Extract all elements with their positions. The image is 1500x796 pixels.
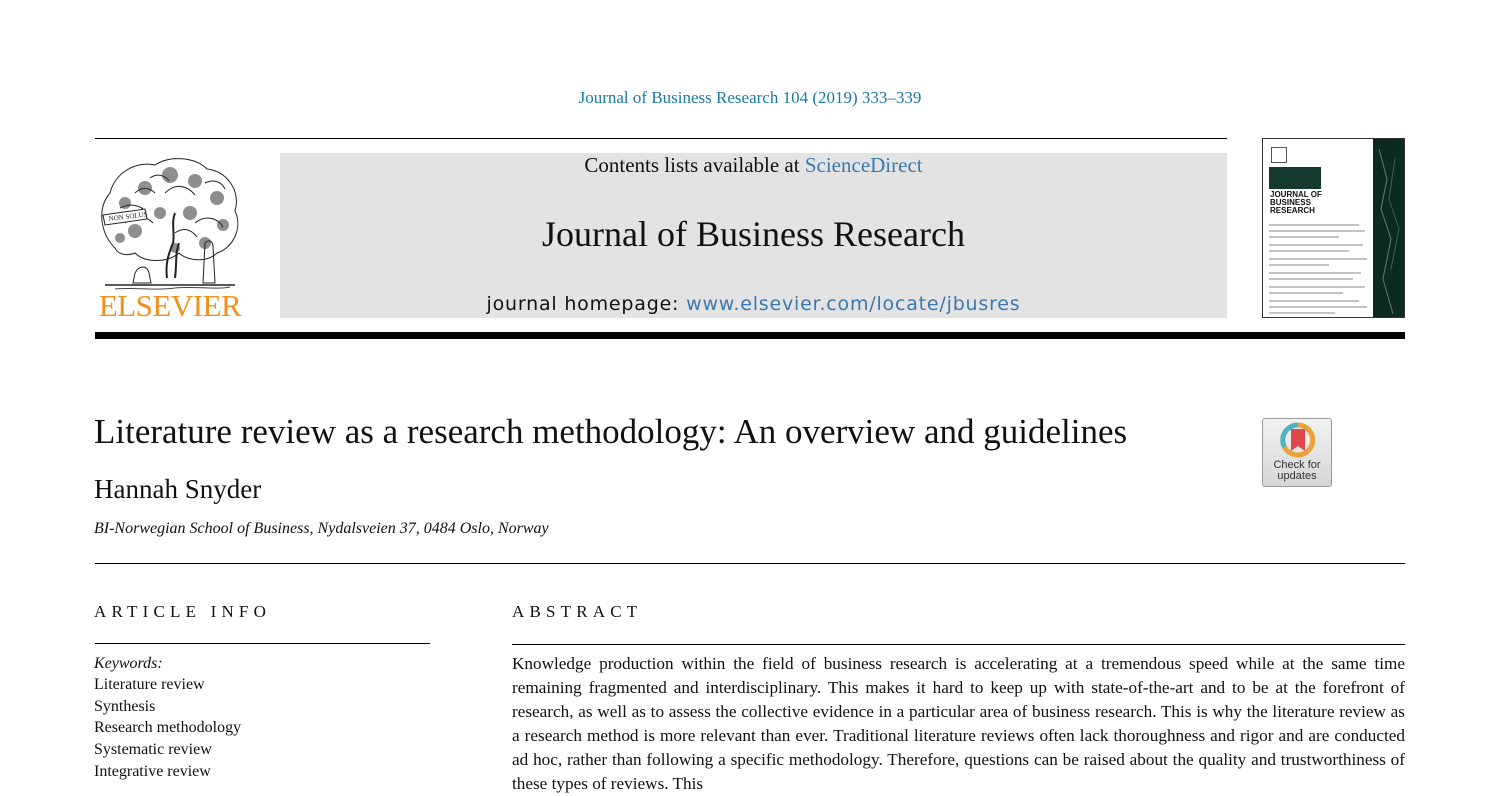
homepage-prefix: journal homepage: xyxy=(486,293,687,315)
author-name[interactable]: Hannah Snyder xyxy=(94,474,262,504)
keyword-item: Integrative review xyxy=(94,762,211,780)
cover-title-line: JOURNAL OF xyxy=(1270,190,1322,199)
cover-texture-icon xyxy=(1373,139,1404,318)
cover-logo-mark xyxy=(1271,147,1287,163)
keyword-item: Systematic review xyxy=(94,741,212,759)
abstract-text: Knowledge production within the field of business research is accelerating at a tremendous speed while at the same time remaining fragmented and interdisciplinary. This makes it hard to keep up with state-of-the-art and to be at the forefront of research, as well as to assess the collective evidence in a particular area of business research. This is why the literature review as a research method is more relevant than ever. Traditional literature reviews often lack thoroughness and rigor and are conducted ad hoc, rather than following a specific methodology. Therefore, questions can be raised about the quality and trustworthiness of these types of reviews. This xyxy=(512,654,1405,793)
article-info-heading: ARTICLE INFO xyxy=(94,602,272,621)
journal-banner xyxy=(280,153,1227,318)
bookmark-ribbon-icon xyxy=(1278,421,1318,461)
elsevier-logo xyxy=(95,153,245,321)
cover-title-line: RESEARCH xyxy=(1270,206,1315,215)
sciencedirect-link[interactable]: ScienceDirect xyxy=(804,153,923,177)
cover-title-line: BUSINESS xyxy=(1270,198,1311,207)
journal-title: Journal of Business Research xyxy=(542,214,965,254)
article-info-rule xyxy=(95,643,430,644)
cover-contents-lines xyxy=(1269,221,1373,318)
journal-cover-thumbnail[interactable] xyxy=(1262,138,1405,318)
check-for-updates-badge[interactable] xyxy=(1262,418,1332,487)
abstract-rule xyxy=(512,644,1405,645)
elsevier-wordmark: ELSEVIER xyxy=(98,288,242,323)
contents-prefix: Contents lists available at xyxy=(584,153,805,177)
section-rule xyxy=(95,563,1405,564)
keyword-item: Literature review xyxy=(94,676,205,693)
check-for-updates-label: Check for updates xyxy=(1273,459,1321,482)
keyword-item: Research methodology xyxy=(94,719,242,737)
keywords-list xyxy=(94,674,241,783)
keyword-item: Synthesis xyxy=(94,697,156,715)
cover-photo xyxy=(1269,167,1321,189)
homepage-line xyxy=(280,292,1227,316)
journal-citation[interactable]: Journal of Business Research 104 (2019) 333–339 xyxy=(578,88,922,107)
svg-text:NON SOLUS: NON SOLUS xyxy=(108,210,149,223)
abstract-heading: ABSTRACT xyxy=(512,602,643,621)
article-title: Literature review as a research methodology: An overview and guidelines xyxy=(94,412,1128,451)
header-thick-rule xyxy=(95,332,1405,339)
header-rule xyxy=(95,138,1227,139)
author-affiliation: BI-Norwegian School of Business, Nydalsveien 37, 0484 Oslo, Norway xyxy=(94,520,549,537)
keywords-label: Keywords: xyxy=(94,655,163,672)
contents-line xyxy=(280,153,1227,177)
cover-title xyxy=(1270,191,1322,215)
homepage-link[interactable]: www.elsevier.com/locate/jbusres xyxy=(686,293,1021,315)
